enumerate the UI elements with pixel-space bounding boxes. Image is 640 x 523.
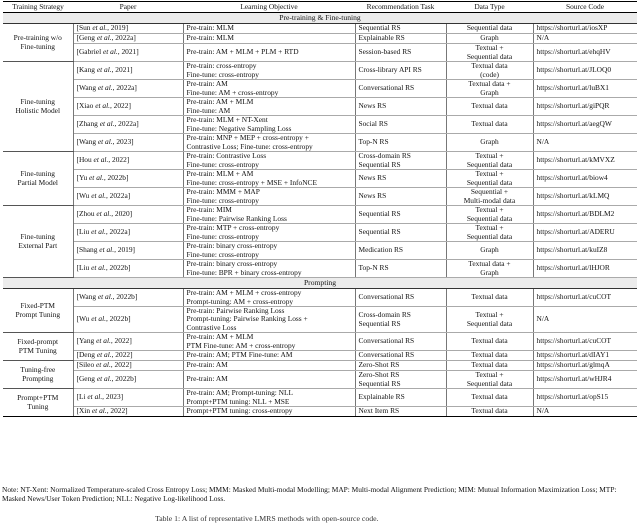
source-code-link[interactable]: https://shorturl.at/cuCOT — [533, 333, 637, 351]
data-type-cell — [446, 224, 533, 242]
recommendation-task-cell — [355, 371, 446, 389]
learning-objective-cell — [183, 361, 355, 371]
cell-line: Pre-train: AM — [186, 374, 228, 384]
cell-line: Sequential data — [466, 51, 513, 61]
training-strategy-cell — [3, 62, 73, 152]
source-code-link[interactable]: https://shorturl.at/opS15 — [533, 389, 637, 407]
cell-line: Pre-train: AM + MLM — [186, 332, 254, 342]
source-code-link[interactable]: https://shorturl.at/aegQW — [533, 116, 637, 134]
cell-line: Textual data — [471, 406, 508, 416]
cell-line: Partial Model — [17, 177, 58, 187]
cell-line: Top-N RS — [358, 263, 389, 273]
paper-citation-cell[interactable]: [Li et al., 2023] — [73, 389, 183, 407]
paper-citation-cell[interactable]: [Xiao et al., 2022] — [73, 98, 183, 116]
source-code-na: N/A — [533, 134, 637, 152]
paper-citation-cell[interactable]: [Wang et al., 2023] — [73, 134, 183, 152]
cell-line: PTM Tuning — [18, 345, 57, 355]
data-type-cell — [446, 24, 533, 34]
cell-line: Tuning-free — [20, 365, 56, 375]
cell-line: Pre-train: binary cross-entropy — [186, 241, 278, 251]
cell-line: Pre-train: Contrastive Loss — [186, 151, 267, 161]
table-row — [3, 351, 637, 361]
recommendation-task-cell — [355, 260, 446, 278]
header-paper: Paper — [73, 2, 183, 13]
cell-line: Textual data — [471, 336, 508, 346]
training-strategy-cell — [3, 152, 73, 206]
source-code-link[interactable]: https://shorturl.at/kLMQ — [533, 188, 637, 206]
table-row — [3, 224, 637, 242]
cell-line: Textual + — [475, 43, 504, 53]
cell-line: Sequential data — [466, 177, 513, 187]
cell-line: Fine-tune: AM + cross-entropy — [186, 87, 279, 97]
cell-line: Multi-modal data — [463, 195, 516, 205]
data-type-cell — [446, 152, 533, 170]
table-row — [3, 152, 637, 170]
cell-line: Textual data + — [468, 79, 511, 89]
recommendation-task-cell — [355, 116, 446, 134]
cell-line: Fine-tune: cross-entropy + MSE + InfoNCE — [186, 177, 317, 187]
table-row — [3, 188, 637, 206]
cell-line: Explainable RS — [358, 33, 405, 43]
learning-objective-cell — [183, 206, 355, 224]
paper-citation-cell[interactable]: [Wang et al., 2022a] — [73, 80, 183, 98]
paper-citation-cell[interactable]: [Liu et al., 2022a] — [73, 224, 183, 242]
data-type-cell — [446, 307, 533, 333]
data-type-cell — [446, 62, 533, 80]
cell-line: Fine-tune: cross-entropy — [186, 69, 259, 79]
recommendation-task-cell — [355, 224, 446, 242]
source-code-na: N/A — [533, 407, 637, 417]
training-strategy-cell — [3, 333, 73, 361]
cell-line: Holistic Model — [15, 105, 61, 115]
source-code-link[interactable]: https://shorturl.at/kMVXZ — [533, 152, 637, 170]
paper-citation-cell[interactable]: [Gabriel et al., 2021] — [73, 44, 183, 62]
learning-objective-cell — [183, 116, 355, 134]
training-strategy-cell — [3, 206, 73, 278]
paper-citation-cell[interactable]: [Wang et al., 2022b] — [73, 289, 183, 307]
source-code-link[interactable]: https://shorturl.at/kuIZ8 — [533, 242, 637, 260]
cell-line: Textual data + — [468, 259, 511, 269]
cell-line: Pre-train: AM + MLM + cross-entropy — [186, 288, 302, 298]
paper-table-container — [3, 1, 637, 417]
cell-line: Cross-domain RS — [358, 310, 411, 320]
cell-line: Contrastive Loss; Fine-tune: cross-entropy — [186, 141, 313, 151]
source-code-link[interactable]: https://shorturl.at/wHJR4 — [533, 371, 637, 389]
learning-objective-cell — [183, 407, 355, 417]
cell-line: Textual data — [471, 119, 508, 129]
data-type-cell — [446, 116, 533, 134]
paper-citation-cell[interactable]: [Geng et al., 2022a] — [73, 34, 183, 44]
cell-line: Sequential RS — [358, 23, 401, 33]
cell-line: Pre-train: AM; PTM Fine-tune: AM — [186, 350, 293, 360]
learning-objective-cell — [183, 260, 355, 278]
cell-line: External Part — [18, 240, 58, 250]
recommendation-task-cell — [355, 206, 446, 224]
table-caption: Table 1: A list of representative LMRS methods with open-source code. — [155, 514, 379, 523]
paper-citation-cell[interactable]: [Geng et al., 2022b] — [73, 371, 183, 389]
cell-line: Pre-train: AM — [186, 360, 228, 370]
data-type-cell — [446, 98, 533, 116]
cell-line: Pre-train: AM + MLM + PLM + RTD — [186, 47, 299, 57]
recommendation-task-cell — [355, 62, 446, 80]
cell-line: Sequential RS — [358, 227, 401, 237]
source-code-link[interactable]: https://shorturl.at/glmqA — [533, 361, 637, 371]
cell-line: Conversational RS — [358, 292, 415, 302]
table-row — [3, 24, 637, 34]
cell-line: Zero-Shot RS — [358, 360, 400, 370]
table-row — [3, 116, 637, 134]
cell-line: Zero-Shot RS — [358, 370, 400, 380]
cell-line: Fixed-prompt — [17, 337, 59, 347]
table-row — [3, 80, 637, 98]
cell-line: Top-N RS — [358, 137, 389, 147]
paper-citation-cell[interactable]: [Hou et al., 2022] — [73, 152, 183, 170]
cell-line: News RS — [358, 101, 387, 111]
table-row — [3, 44, 637, 62]
cell-line: News RS — [358, 173, 387, 183]
source-code-na: N/A — [533, 34, 637, 44]
cell-line: Sequential RS — [358, 378, 401, 388]
cell-line: Fine-tuning — [20, 232, 55, 242]
paper-citation-cell[interactable]: [Wu et al., 2022b] — [73, 307, 183, 333]
table-row — [3, 206, 637, 224]
cell-line: Pre-train: AM; Prompt-tuning: NLL — [186, 388, 294, 398]
cell-line: Textual + — [475, 223, 504, 233]
data-type-cell — [446, 80, 533, 98]
cell-line: Pre-train: MIM — [186, 205, 232, 215]
cell-line: Fine-tune: AM — [186, 105, 231, 115]
source-code-link[interactable]: https://shorturl.at/biow4 — [533, 170, 637, 188]
cell-line: Pre-train: AM + MLM — [186, 97, 254, 107]
cell-line: Sequential RS — [358, 209, 401, 219]
source-code-na: N/A — [533, 307, 637, 333]
cell-line: Pre-train: AM — [186, 79, 228, 89]
source-code-link[interactable]: https://shorturl.at/BDLM2 — [533, 206, 637, 224]
paper-citation-cell[interactable]: [Deng et al., 2022] — [73, 351, 183, 361]
paper-citation-cell[interactable]: [Xin et al., 2022] — [73, 407, 183, 417]
table-row — [3, 389, 637, 407]
cell-line: Fine-tune: cross-entropy — [186, 195, 259, 205]
table-row — [3, 333, 637, 351]
paper-citation-cell[interactable]: [Sileo et al., 2022] — [73, 361, 183, 371]
cell-line: Contrastive Loss — [186, 322, 237, 332]
paper-citation-cell[interactable]: [Zhang et al., 2022a] — [73, 116, 183, 134]
table-row — [3, 407, 637, 417]
table-row — [3, 62, 637, 80]
data-type-cell — [446, 389, 533, 407]
data-type-cell — [446, 371, 533, 389]
cell-line: Fine-tune: cross-entropy — [186, 159, 259, 169]
data-type-cell — [446, 44, 533, 62]
table-row — [3, 361, 637, 371]
cell-line: PTM Fine-tune: AM + cross-entropy — [186, 340, 296, 350]
source-code-link[interactable]: https://shorturl.at/JLOQ0 — [533, 62, 637, 80]
cell-line: Explainable RS — [358, 392, 405, 402]
cell-line: Graph — [480, 87, 499, 97]
table-row — [3, 98, 637, 116]
cell-line: Tuning — [27, 401, 49, 411]
cell-line: Sequential data — [466, 378, 513, 388]
table-row — [3, 170, 637, 188]
cell-line: Cross-domain RS — [358, 151, 411, 161]
cell-line: Prompt+PTM — [17, 393, 59, 403]
learning-objective-cell — [183, 80, 355, 98]
data-type-cell — [446, 289, 533, 307]
learning-objective-cell — [183, 152, 355, 170]
table-row — [3, 260, 637, 278]
data-type-cell — [446, 242, 533, 260]
cell-line: Sequential data — [466, 213, 513, 223]
data-type-cell — [446, 206, 533, 224]
cell-line: Pre-train: binary cross-entropy — [186, 259, 278, 269]
learning-objective-cell — [183, 170, 355, 188]
recommendation-task-cell — [355, 170, 446, 188]
table-body — [3, 13, 637, 417]
source-code-link[interactable]: https://shorturl.at/giPQR — [533, 98, 637, 116]
learning-objective-cell — [183, 333, 355, 351]
cell-line: Prompt-tuning: Pairwise Ranking Loss + — [186, 314, 308, 324]
data-type-cell — [446, 34, 533, 44]
paper-citation-cell[interactable]: [Zhou et al., 2020] — [73, 206, 183, 224]
paper-citation-cell[interactable]: [Yu et al., 2022b] — [73, 170, 183, 188]
cell-line: Textual data — [471, 101, 508, 111]
cell-line: Textual data — [471, 350, 508, 360]
recommendation-task-cell — [355, 134, 446, 152]
header-learning-objective: Learning Objective — [183, 2, 355, 13]
cell-line: Pre-train: cross-entropy — [186, 61, 257, 71]
data-type-cell — [446, 134, 533, 152]
learning-objective-cell — [183, 224, 355, 242]
data-type-cell — [446, 333, 533, 351]
cell-line: Sequential RS — [358, 159, 401, 169]
section-header-row — [3, 278, 637, 289]
header-data-type: Data Type — [446, 2, 533, 13]
cell-line: Graph — [480, 245, 499, 255]
cell-line: Prompt Tuning — [15, 309, 61, 319]
header-source-code: Source Code — [533, 2, 637, 13]
section-title: Prompting — [3, 278, 637, 289]
recommendation-task-cell — [355, 24, 446, 34]
cell-line: Next Item RS — [358, 406, 400, 416]
data-type-cell — [446, 170, 533, 188]
cell-line: Graph — [480, 267, 499, 277]
cell-line: Prompt+PTM tuning: cross-entropy — [186, 406, 293, 416]
paper-citation-cell[interactable]: [Shang et al., 2019] — [73, 242, 183, 260]
training-strategy-cell — [3, 361, 73, 389]
recommendation-task-cell — [355, 98, 446, 116]
recommendation-task-cell — [355, 407, 446, 417]
learning-objective-cell — [183, 188, 355, 206]
cell-line: Prompt-tuning: AM + cross-entropy — [186, 296, 294, 306]
paper-citation-cell[interactable]: [Wu et al., 2022a] — [73, 188, 183, 206]
recommendation-task-cell — [355, 34, 446, 44]
recommendation-task-cell — [355, 242, 446, 260]
training-strategy-cell — [3, 289, 73, 333]
table-row — [3, 34, 637, 44]
cell-line: Fine-tune: cross-entropy — [186, 249, 259, 259]
cell-line: Pre-train: MMM + MAP — [186, 187, 260, 197]
recommendation-task-cell — [355, 351, 446, 361]
header-recommendation-task: Recommendation Task — [355, 2, 446, 13]
cell-line: Textual + — [475, 151, 504, 161]
cell-line: Prompt+PTM tuning: NLL + MSE — [186, 396, 290, 406]
cell-line: Textual + — [475, 169, 504, 179]
recommendation-task-cell — [355, 44, 446, 62]
table-row — [3, 371, 637, 389]
table-row — [3, 242, 637, 260]
cell-line: Textual data — [471, 61, 508, 71]
data-type-cell — [446, 188, 533, 206]
cell-line: News RS — [358, 191, 387, 201]
cell-line: Sequential RS — [358, 318, 401, 328]
cell-line: Textual + — [475, 370, 504, 380]
data-type-cell — [446, 351, 533, 361]
cell-line: Sequential data — [466, 231, 513, 241]
cell-line: Pre-train: MLM — [186, 33, 234, 43]
cell-line: Medication RS — [358, 245, 404, 255]
cell-line: Pre-train: MLM + NT-Xent — [186, 115, 268, 125]
methods-table — [3, 1, 637, 417]
cell-line: Conversational RS — [358, 83, 415, 93]
cell-line: Fine-tuning — [20, 169, 55, 179]
table-header-row — [3, 2, 637, 13]
cell-line: Fine-tune: Negative Sampling Loss — [186, 123, 292, 133]
section-title: Pre-training & Fine-tuning — [3, 13, 637, 24]
learning-objective-cell — [183, 44, 355, 62]
cell-line: Session-based RS — [358, 47, 412, 57]
cell-line: Pre-training w/o — [13, 33, 62, 43]
source-code-link[interactable]: https://shorturl.at/lHJOR — [533, 260, 637, 278]
learning-objective-cell — [183, 351, 355, 361]
recommendation-task-cell — [355, 389, 446, 407]
learning-objective-cell — [183, 389, 355, 407]
cell-line: Conversational RS — [358, 350, 415, 360]
source-code-link[interactable]: https://shorturl.at/ehqHV — [533, 44, 637, 62]
table-row — [3, 307, 637, 333]
training-strategy-cell — [3, 389, 73, 417]
cell-line: Pre-train: MLM + AM — [186, 169, 254, 179]
learning-objective-cell — [183, 62, 355, 80]
paper-citation-cell[interactable]: [Yang et al., 2022] — [73, 333, 183, 351]
cell-line: Textual + — [475, 310, 504, 320]
data-type-cell — [446, 260, 533, 278]
source-code-link[interactable]: https://shorturl.at/ADERU — [533, 224, 637, 242]
header-training-strategy: Training Strategy — [3, 2, 73, 13]
learning-objective-cell — [183, 242, 355, 260]
cell-line: Cross-library API RS — [358, 65, 422, 75]
learning-objective-cell — [183, 34, 355, 44]
cell-line: Textual data — [471, 292, 508, 302]
learning-objective-cell — [183, 24, 355, 34]
cell-line: Pre-train: MNP + MEP + cross-entropy + — [186, 133, 309, 143]
learning-objective-cell — [183, 289, 355, 307]
cell-line: Textual data — [471, 392, 508, 402]
cell-line: Sequential data — [466, 159, 513, 169]
paper-citation-cell[interactable]: [Kang et al., 2021] — [73, 62, 183, 80]
cell-line: Fine-tune: BPR + binary cross-entropy — [186, 267, 302, 277]
cell-line: Fine-tune: cross-entropy — [186, 231, 259, 241]
cell-line: Conversational RS — [358, 336, 415, 346]
training-strategy-cell — [3, 24, 73, 62]
cell-line: Social RS — [358, 119, 388, 129]
cell-line: Fine-tune: Pairwise Ranking Loss — [186, 213, 287, 223]
recommendation-task-cell — [355, 333, 446, 351]
cell-line: Sequential data — [466, 23, 513, 33]
source-code-link[interactable]: https://shorturl.at/dIAY1 — [533, 351, 637, 361]
recommendation-task-cell — [355, 80, 446, 98]
source-code-link[interactable]: https://shorturl.at/luBX1 — [533, 80, 637, 98]
table-row — [3, 134, 637, 152]
learning-objective-cell — [183, 98, 355, 116]
cell-line: Graph — [480, 137, 499, 147]
cell-line: Prompting — [22, 373, 54, 383]
learning-objective-cell — [183, 134, 355, 152]
cell-line: Fine-tuning — [20, 41, 55, 51]
data-type-cell — [446, 361, 533, 371]
cell-line: (code) — [480, 69, 499, 79]
paper-citation-cell[interactable]: [Liu et al., 2022b] — [73, 260, 183, 278]
table-row — [3, 289, 637, 307]
recommendation-task-cell — [355, 188, 446, 206]
cell-line: Sequential data — [466, 318, 513, 328]
recommendation-task-cell — [355, 152, 446, 170]
learning-objective-cell — [183, 371, 355, 389]
cell-line: Fine-tuning — [20, 97, 55, 107]
source-code-link[interactable]: https://shorturl.at/iosXP — [533, 24, 637, 34]
learning-objective-cell — [183, 307, 355, 333]
recommendation-task-cell — [355, 307, 446, 333]
cell-line: Graph — [480, 33, 499, 43]
recommendation-task-cell — [355, 289, 446, 307]
source-code-link[interactable]: https://shorturl.at/cuCOT — [533, 289, 637, 307]
cell-line: Pre-train: Pairwise Ranking Loss — [186, 306, 285, 316]
recommendation-task-cell — [355, 361, 446, 371]
cell-line: Textual + — [475, 205, 504, 215]
cell-line: Pre-train: MTP + cross-entropy — [186, 223, 280, 233]
cell-line: Fixed-PTM — [20, 301, 55, 311]
cell-line: Pre-train: MLM — [186, 23, 234, 33]
cell-line: Sequential + — [470, 187, 509, 197]
table-note: Note: NT-Xent: Normalized Temperature-scaled Cross Entropy Loss; MMM: Masked Multi-modal Modelling; MAP: Multi-modal Alignment Prediction; MIM: Mutual Information Maximization Loss; MTP: Masked News/User Token Prediction; NLL: Negative Log-likelihood Loss. — [2, 485, 617, 503]
data-type-cell — [446, 407, 533, 417]
cell-line: Textual data — [471, 360, 508, 370]
section-header-row — [3, 13, 637, 24]
paper-citation-cell[interactable]: [Sun et al., 2019] — [73, 24, 183, 34]
